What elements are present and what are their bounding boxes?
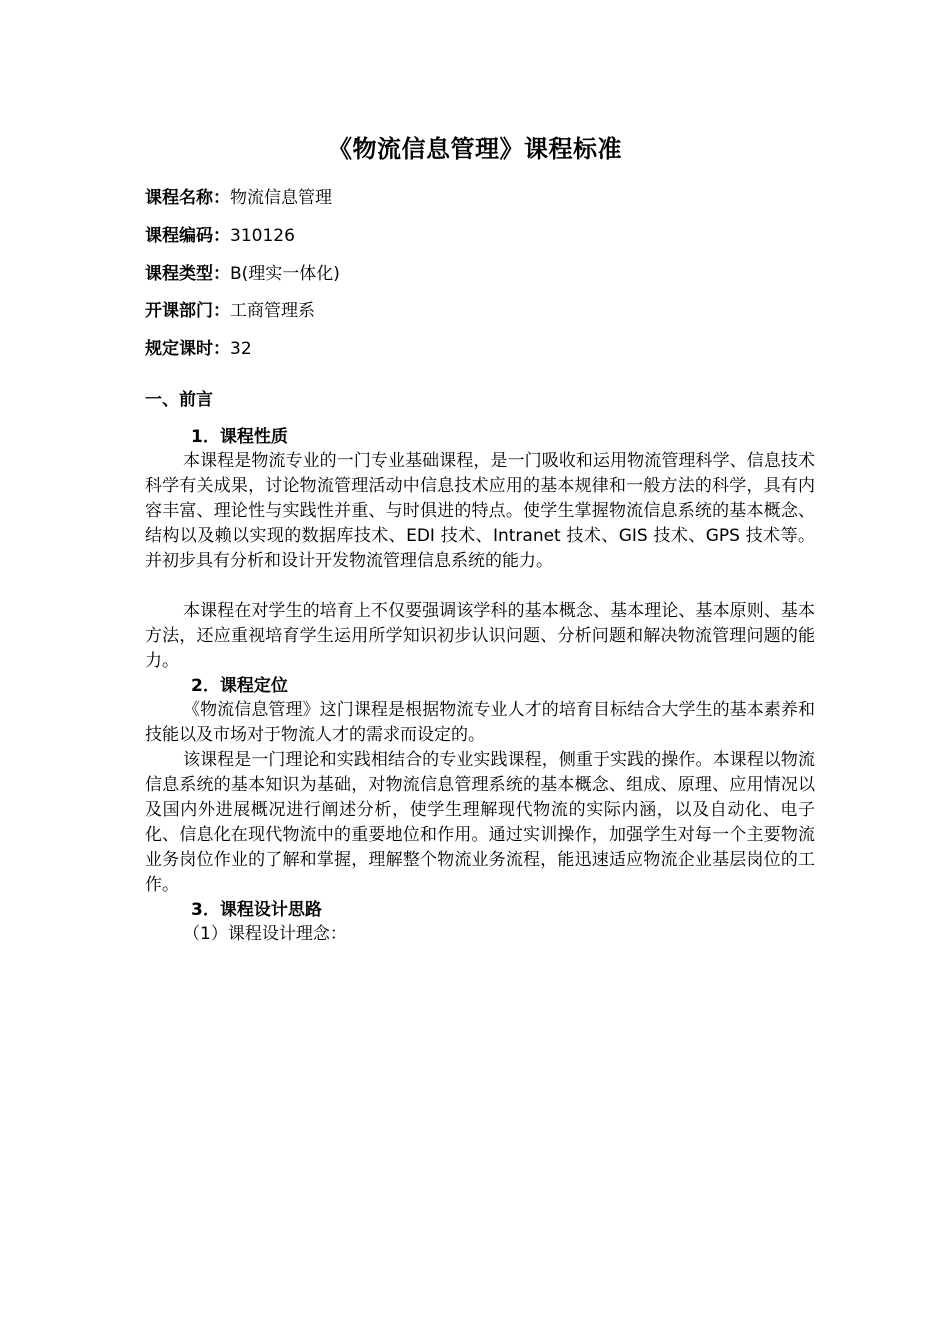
meta-course-code <box>145 224 825 248</box>
paragraph-course-positioning-1: 《物流信息管理》这门课程是根据物流专业人才的培育目标结合大学生的基本素养和技能以及市场对于物流人才的需求而设定的。 <box>145 700 815 745</box>
meta-label: 规定课时： <box>145 339 230 359</box>
meta-value: 物流信息管理 <box>230 188 332 208</box>
meta-label: 课程类型： <box>145 264 230 284</box>
document-title: 《物流信息管理》课程标准 <box>328 135 622 163</box>
meta-label: 开课部门： <box>145 301 230 321</box>
meta-department <box>145 299 825 323</box>
paragraph-course-nature-1: 本课程是物流专业的一门专业基础课程，是一门吸收和运用物流管理科学、信息技术科学有关成果，讨论物流管理活动中信息技术应用的基本规律和一般方法的科学，具有内容丰富、理论性与实践性并重、与时俱进的特点。使学生掌握物流信息系统的基本概念、结构以及赖以实现的数据库技术、EDI 技术、Intranet 技术、GIS 技术、GPS 技术等。并初步具有分析和设计开发物流管理信息系统的能力。 <box>145 451 815 571</box>
meta-label: 课程名称： <box>145 188 230 208</box>
subheading-design-approach: 3．课程设计思路 <box>191 900 322 920</box>
paragraph-course-positioning-2: 该课程是一门理论和实践相结合的专业实践课程，侧重于实践的操作。本课程以物流信息系统的基本知识为基础，对物流信息管理系统的基本概念、组成、原理、应用情况以及国内外进展概况进行阐述分析，使学生理解现代物流的实际内涵，以及自动化、电子化、信息化在现代物流中的重要地位和作用。通过实训操作，加强学生对每一个主要物流业务岗位作业的了解和掌握，理解整个物流业务流程，能迅速适应物流企业基层岗位的工作。 <box>145 750 815 895</box>
meta-value: 32 <box>230 339 252 359</box>
meta-value: 工商管理系 <box>230 301 315 321</box>
meta-hours <box>145 337 825 361</box>
subheading-course-positioning: 2．课程定位 <box>191 676 288 696</box>
meta-course-type <box>145 262 825 286</box>
meta-label: 课程编码： <box>145 226 230 246</box>
section-heading-preface: 一、前言 <box>145 390 213 410</box>
subheading-course-nature: 1．课程性质 <box>191 427 288 447</box>
meta-value: B(理实一体化) <box>230 264 340 284</box>
meta-value: 310126 <box>230 226 295 246</box>
meta-course-name <box>145 186 825 210</box>
list-item-design-concept: （1）课程设计理念： <box>183 924 347 944</box>
paragraph-course-nature-2: 本课程在对学生的培育上不仅要强调该学科的基本概念、基本理论、基本原则、基本方法，还应重视培育学生运用所学知识初步认识问题、分析问题和解决物流管理问题的能力。 <box>145 601 815 671</box>
